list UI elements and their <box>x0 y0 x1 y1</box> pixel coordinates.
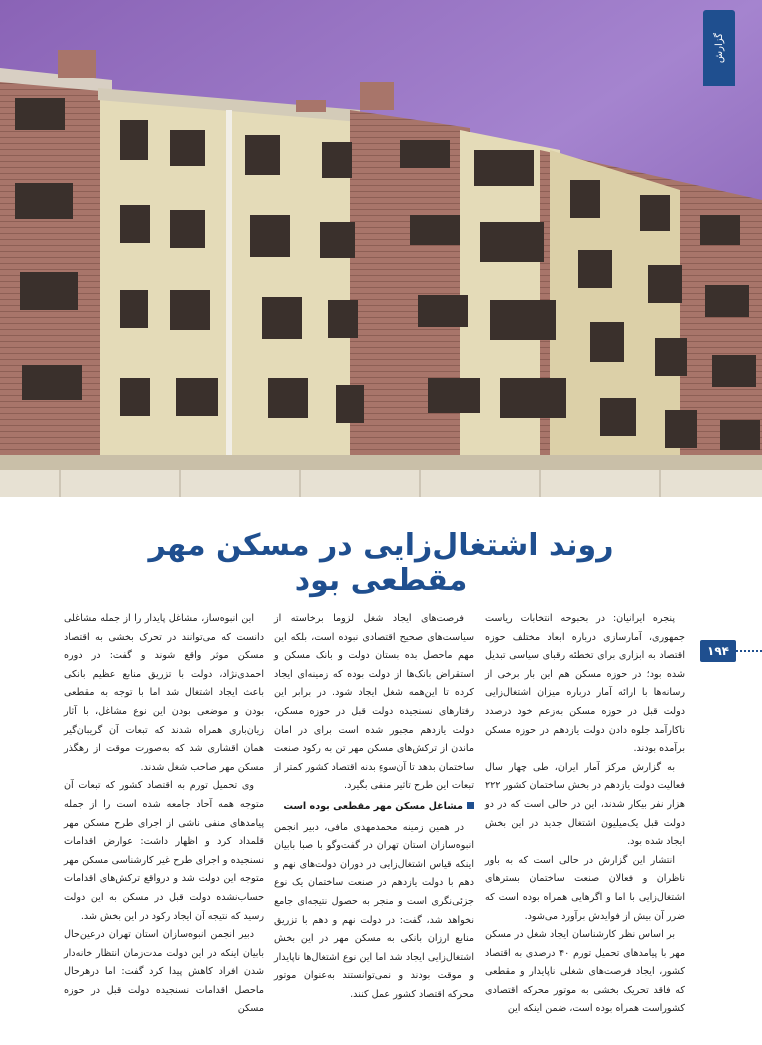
section-tab <box>703 10 735 86</box>
article-title: روند اشتغال‌زایی در مسکن مهر مقطعی بود <box>148 528 614 598</box>
paragraph: پنجره ایرانیان: در بحبوحه انتخابات ریاست جمهوری، آمارسازی درباره ابعاد مختلف حوزه اقتصاد به ابزاری برای تخطئه رقبای سیاسی تبدیل شده بود؛ در حوزه مسکن هم این بار برخی از رسانه‌ها با ارائه آمار درباره میزان اشتغال‌زایی دولت قبل در حوزه مسکن به‌زعم خود درصدد ناکارآمد جلوه دادن دولت یازدهم در حوزه مسکن برآمده بودند. <box>485 613 685 755</box>
paragraph: به گزارش مرکز آمار ایران، طی چهار سال فعالیت دولت یازدهم در بخش ساختمان کشور ۲۲۲ هزار نفر بیکار شدند، این در حالی است که در دو دولت قبل یک‌میلیون اشتغال جدید در این بخش ایجاد شده بود. <box>485 761 685 848</box>
section-tab-label: گزارش <box>713 32 725 64</box>
article-column-2 <box>274 610 474 1004</box>
paragraph: دبیر انجمن انبوه‌سازان استان تهران درعین‌حال بابیان اینکه در این دولت مدت‌زمان انتظار خانه‌دار شدن افراد کاهش پیدا کرد گفت: اما درهرحال ماحصل اقدامات نسنجیده دولت قبل در حوزه مسکن <box>64 929 264 1015</box>
hero-photo-apartment-buildings <box>0 0 762 497</box>
subheading <box>274 798 474 817</box>
article-column-1 <box>485 610 685 1019</box>
paragraph: این انبوه‌ساز، مشاغل پایدار را از جمله مشاغلی دانست که می‌توانند در تحرک بخشی به اقتصاد مسکن موثر واقع شوند و گفت: در دوره احمدی‌نژاد، دولت با تزریق منابع عظیم بانکی باعث ایجاد اشتغال شد اما با توجه به مقطعی بودن و موضعی بودن این نوع مشاغل، با آثار زیان‌باری همراه شدند که تبعات آن گریبان‌گیر همان اقشاری شد که به‌صورت موقت از رهگذر مسکن مهر صاحب شغل شدند. <box>64 613 264 773</box>
paragraph: در همین زمینه محمدمهدی مافی، دبیر انجمن انبوه‌سازان استان تهران در گفت‌وگو با صبا بابیان اینکه قیاس اشتغال‌زایی در دوران دولت‌های نهم و دهم با دولت یازدهم در صنعت ساختمان یک نوع جزئی‌نگری است و منجر به حصول نتیجه‌ای جامع نخواهد شد، گفت: در دولت نهم و دهم با تزریق منابع ارزان بانکی به مسکن مهر در این بخش اشتغال‌زایی ایجاد شد اما این نوع اشتغال‌ها ناپایدار و موقت بودند و نمی‌توانستند به‌عنوان موتور محرکه اقتصاد کشور عمل کنند. <box>274 821 474 1000</box>
square-bullet-icon <box>467 802 474 809</box>
page-number-badge: ۱۹۴ <box>700 640 736 662</box>
page-number-divider <box>736 650 762 652</box>
paragraph: فرصت‌های ایجاد شغل لزوما برخاسته از سیاست‌های صحیح اقتصادی نبوده است، بلکه این مهم ماحصل بده بستان دولت و بانک مسکن و استقراض بانک‌ها از دولت بوده که زمینه‌ای ایجاد کرده تا این‌همه شغل ایجاد شود. در برابر این رفتارهای نسنجیده دولت قبل در حوزه مسکن، دولت یازدهم مجبور شده است برای در امان ماندن از ترکش‌های مسکن مهر تن به رکود صنعت ساختمان بدهد تا آن‌سوءِ بدنه اقتصاد کشور کمتر از تبعات این طرح تاثیر منفی بگیرد. <box>274 613 474 792</box>
paragraph: وی تحمیل تورم به اقتصاد کشور که تبعات آن متوجه همه آحاد جامعه شده است را از جمله پیامدهای منفی ناشی از اجرای طرح مسکن مهر قلمداد کرد و اظهار داشت: عوارض اقدامات نسنجیده و اجرای طرح غیر کارشناسی مسکن مهر متوجه این دولت شد و درواقع ترکش‌های اقدامات حساب‌نشده دولت قبل در مسکن به این دولت رسید که نتیجه آن ایجاد رکود در این بخش شد. <box>64 780 264 922</box>
article-column-3 <box>64 610 264 1019</box>
paragraph: انتشار این گزارش در حالی است که به باور ناظران و فعالان صنعت ساختمان بسترهای اشتغال‌زایی با اما و اگرهایی همراه بوده است که ضرر آن بیش از فوایدش برآورد می‌شود. <box>485 854 685 922</box>
subheading-text: مشاغل مسکن مهر مقطعی بوده است <box>283 800 463 812</box>
paragraph: بر اساس نظر کارشناسان ایجاد شغل در مسکن مهر با پیامدهای تحمیل تورم ۴۰ درصدی به اقتصاد کشور، ایجاد فرصت‌های شغلی ناپایدار و مقطعی که فاقد تحریک بخشی به موتور محرکه اقتصادی کشوراست همراه بوده است، ضمن اینکه این <box>485 929 685 1015</box>
